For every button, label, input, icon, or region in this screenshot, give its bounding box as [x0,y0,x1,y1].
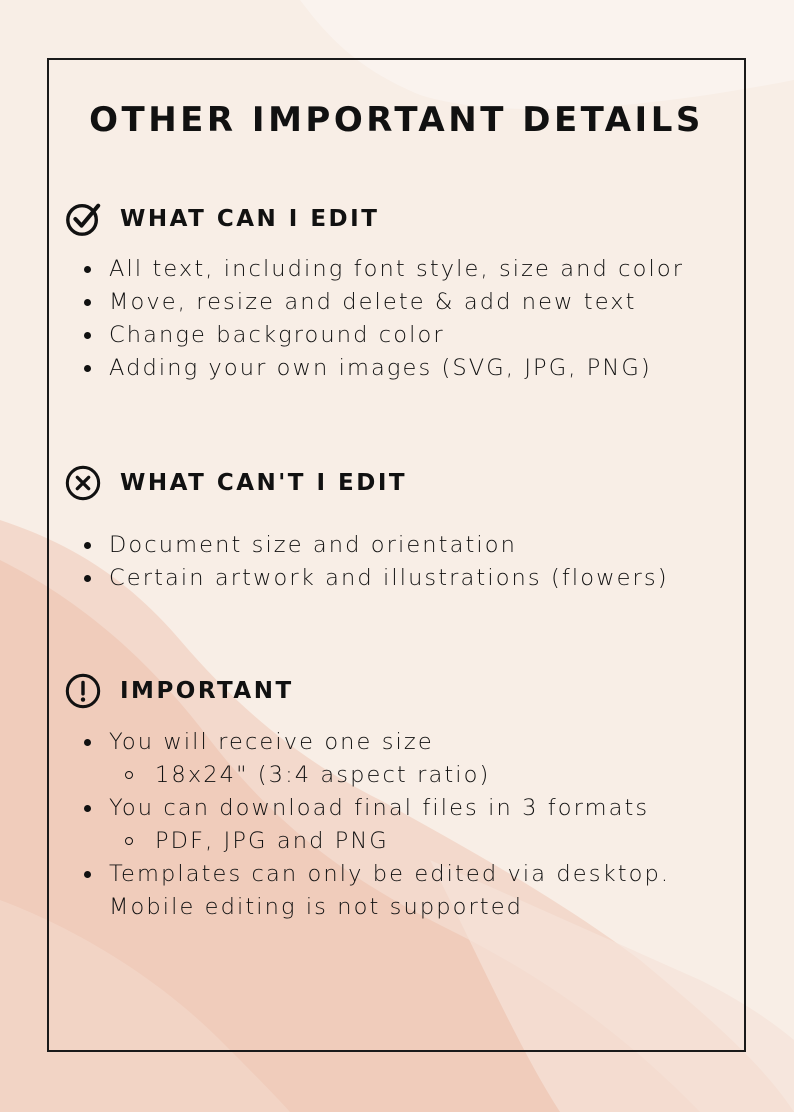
bullet-list [80,529,669,595]
list-item: Templates can only be edited via desktop. [80,858,670,891]
section-heading: WHAT CAN I EDIT [120,206,380,232]
list-item: You will receive one size [80,726,670,759]
list-item: You can download final files in 3 formats [80,792,670,825]
list-item: Move, resize and delete & add new text [80,286,684,319]
list-item-continuation: Mobile editing is not supported [109,894,524,920]
sub-list-item: PDF, JPG and PNG [80,825,670,858]
sub-list-item: 18x24" (3:4 aspect ratio) [80,759,670,792]
x-circle-icon [64,464,102,502]
list-item: Certain artwork and illustrations (flowers) [80,562,669,595]
section-header [64,671,294,711]
section-heading: IMPORTANT [120,678,294,704]
section-heading: WHAT CAN'T I EDIT [120,470,408,496]
section-header [64,199,379,239]
check-circle-icon [64,200,102,238]
page-title: OTHER IMPORTANT DETAILS [89,100,704,140]
bullet-list [80,253,684,385]
list-item: Change background color [80,319,684,352]
list-item: All text, including font style, size and color [80,253,684,286]
exclamation-circle-icon [64,672,102,710]
list-item: Adding your own images (SVG, JPG, PNG) [80,352,684,385]
bullet-list [80,726,670,924]
section-header [64,463,407,503]
list-item: Document size and orientation [80,529,669,562]
